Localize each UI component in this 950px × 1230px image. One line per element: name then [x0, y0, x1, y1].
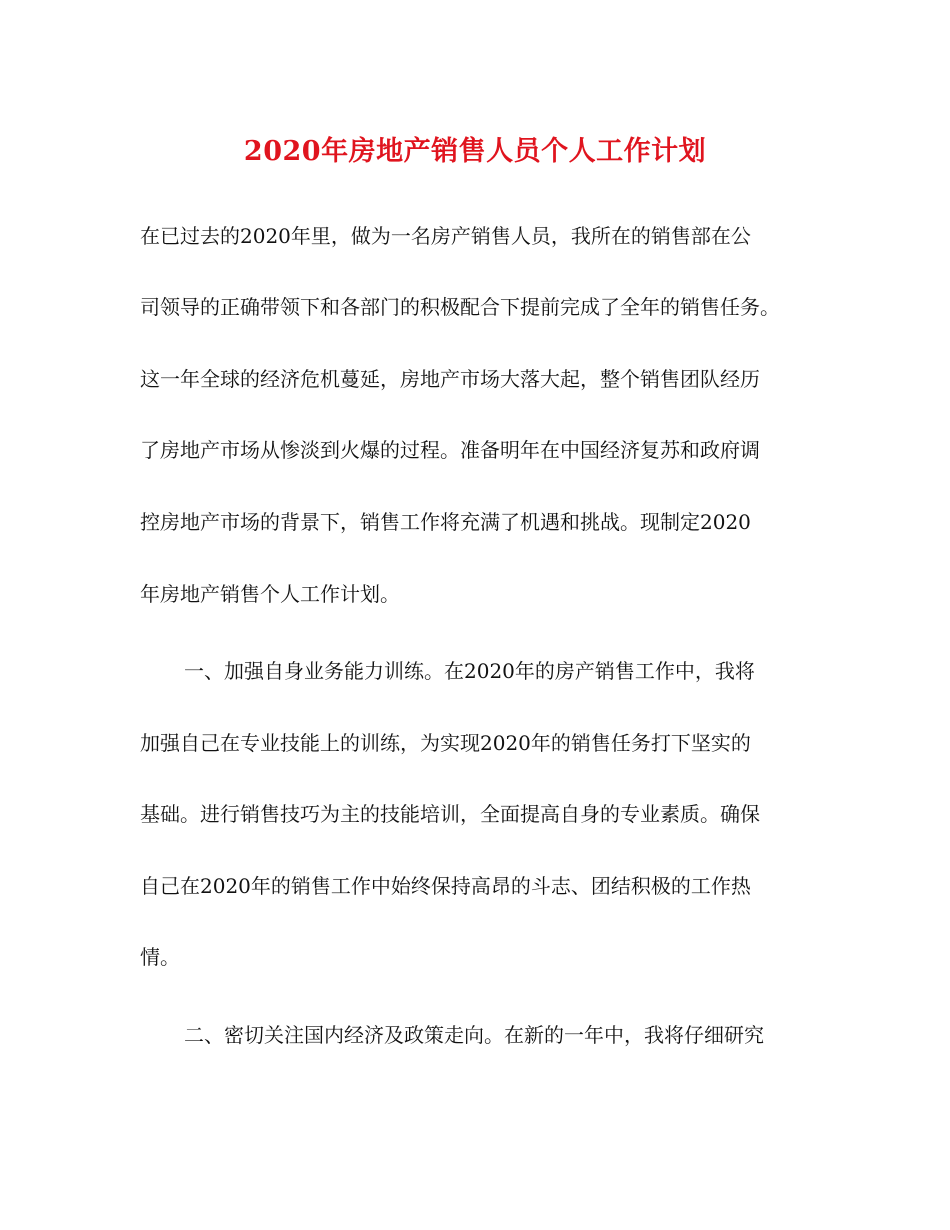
paragraph-line: 二、密切关注国内经济及政策走向。在新的一年中，我将仔细研究 — [184, 1023, 764, 1047]
document-title: 2020年房地产销售人员个人工作计划 — [243, 136, 707, 167]
paragraph-line: 加强自己在专业技能上的训练，为实现2020年的销售任务打下坚实的 — [140, 731, 751, 755]
paragraph-line: 年房地产销售个人工作计划。 — [140, 582, 400, 606]
paragraph-line: 基础。进行销售技巧为主的技能培训，全面提高自身的专业素质。确保 — [140, 802, 760, 826]
paragraph-line: 一、加强自身业务能力训练。在2020年的房产销售工作中，我将 — [184, 659, 755, 683]
paragraph-line: 在已过去的2020年里，做为一名房产销售人员，我所在的销售部在公 — [140, 224, 751, 248]
paragraph-line: 司领导的正确带领下和各部门的积极配合下提前完成了全年的销售任务。 — [140, 295, 780, 319]
paragraph-line: 自己在2020年的销售工作中始终保持高昂的斗志、团结积极的工作热 — [140, 874, 751, 898]
paragraph-line: 情。 — [140, 945, 180, 969]
paragraph-line: 这一年全球的经济危机蔓延，房地产市场大落大起，整个销售团队经历 — [140, 367, 760, 391]
paragraph-line: 了房地产市场从惨淡到火爆的过程。准备明年在中国经济复苏和政府调 — [140, 438, 760, 462]
paragraph-line: 控房地产市场的背景下，销售工作将充满了机遇和挑战。现制定2020 — [140, 510, 751, 534]
